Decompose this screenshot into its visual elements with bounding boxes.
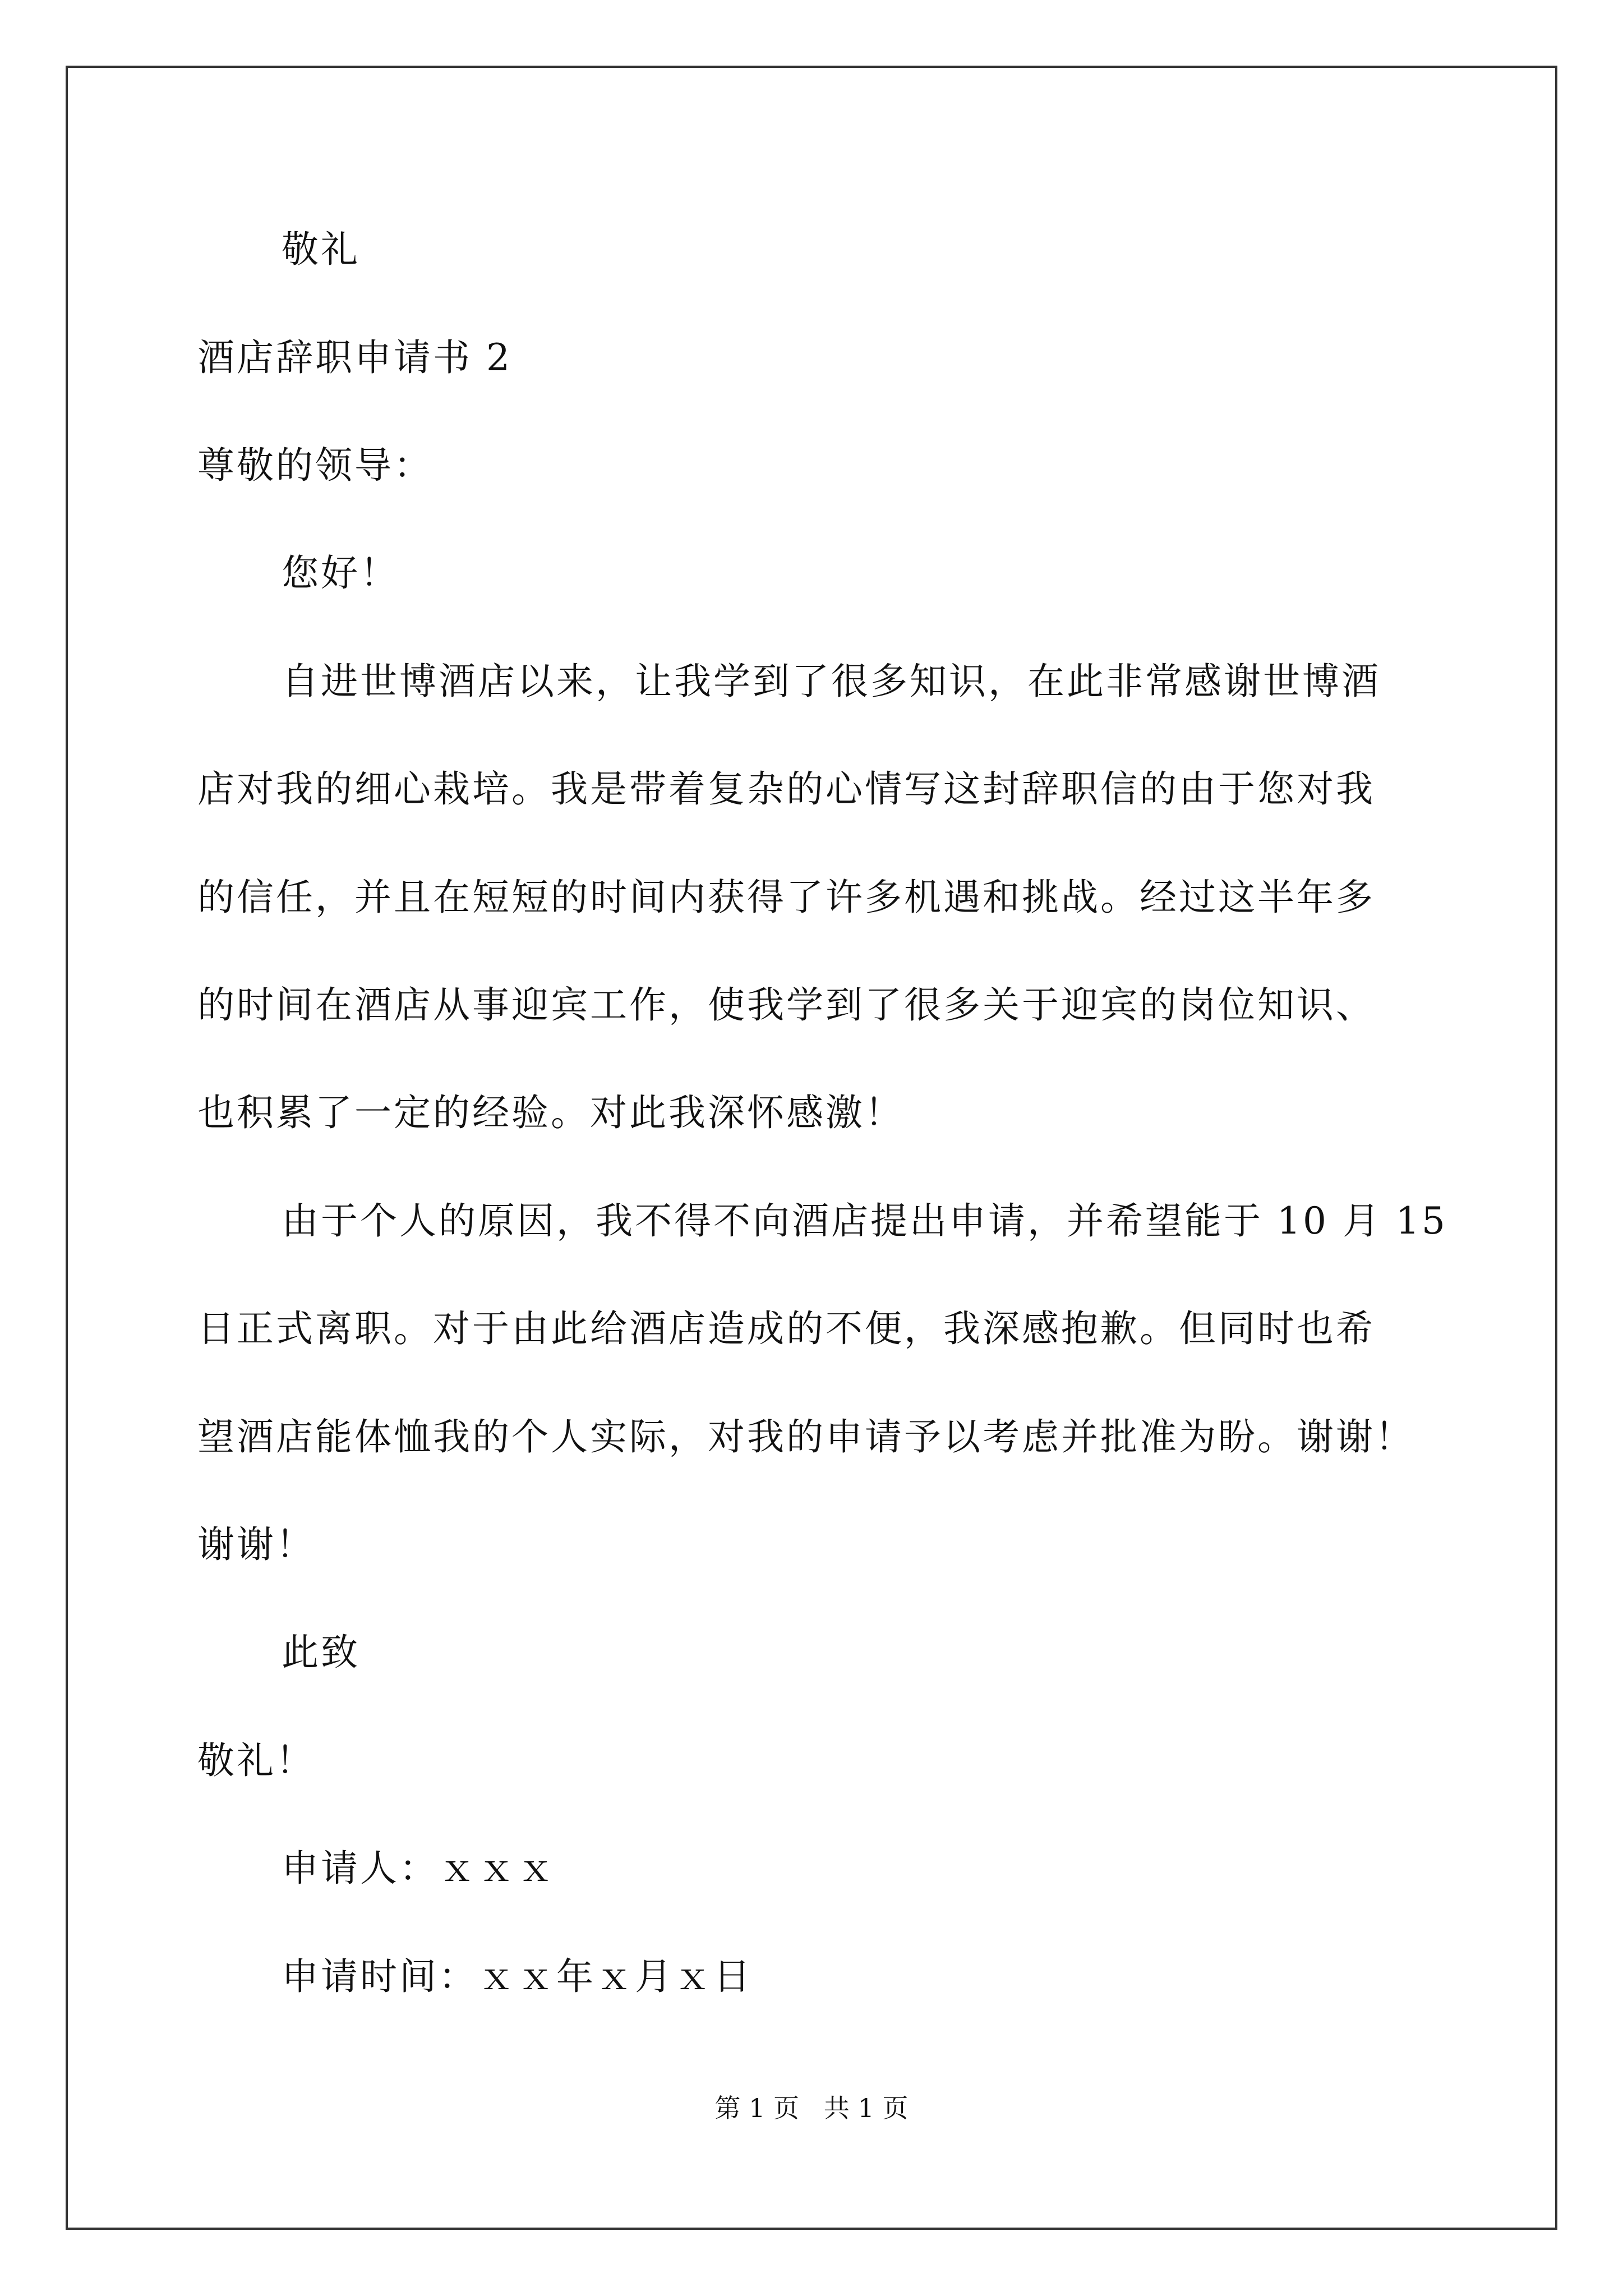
application-date-line: 申请时间：ｘｘ年ｘ月ｘ日 [282,1955,753,1998]
page-border [66,66,1557,2230]
paragraph1-line: 店对我的细心栽培。我是带着复杂的心情写这封辞职信的由于您对我 [197,767,1375,811]
paragraph2-line: 日正式离职。对于由此给酒店造成的不便，我深感抱歉。但同时也希 [197,1307,1375,1350]
paragraph2-line: 望酒店能体恤我的个人实际，对我的申请予以考虑并批准为盼。谢谢！ [197,1415,1414,1458]
paragraph1-line: 自进世博酒店以来，让我学到了很多知识，在此非常感谢世博酒 [282,660,1381,703]
paragraph1-line: 的时间在酒店从事迎宾工作，使我学到了很多关于迎宾的岗位知识、 [197,983,1375,1027]
greeting: 您好！ [282,551,399,595]
closing-jingli: 敬礼！ [197,1739,315,1782]
paragraph2-line: 谢谢！ [197,1523,315,1566]
paragraph2-line: 由于个人的原因，我不得不向酒店提出申请，并希望能于 10 月 15 [282,1199,1447,1243]
page-footer: 第 1 页 共 1 页 [714,2093,909,2123]
document-title: 酒店辞职申请书 2 [197,336,512,379]
closing-cizhi: 此致 [282,1631,360,1674]
closing-top: 敬礼 [282,228,360,271]
applicant-line: 申请人：ｘｘｘ [282,1847,556,1890]
salutation: 尊敬的领导： [197,444,433,487]
paragraph1-line: 也积累了一定的经验。对此我深怀感激！ [197,1091,904,1134]
paragraph1-line: 的信任，并且在短短的时间内获得了许多机遇和挑战。经过这半年多 [197,876,1375,919]
